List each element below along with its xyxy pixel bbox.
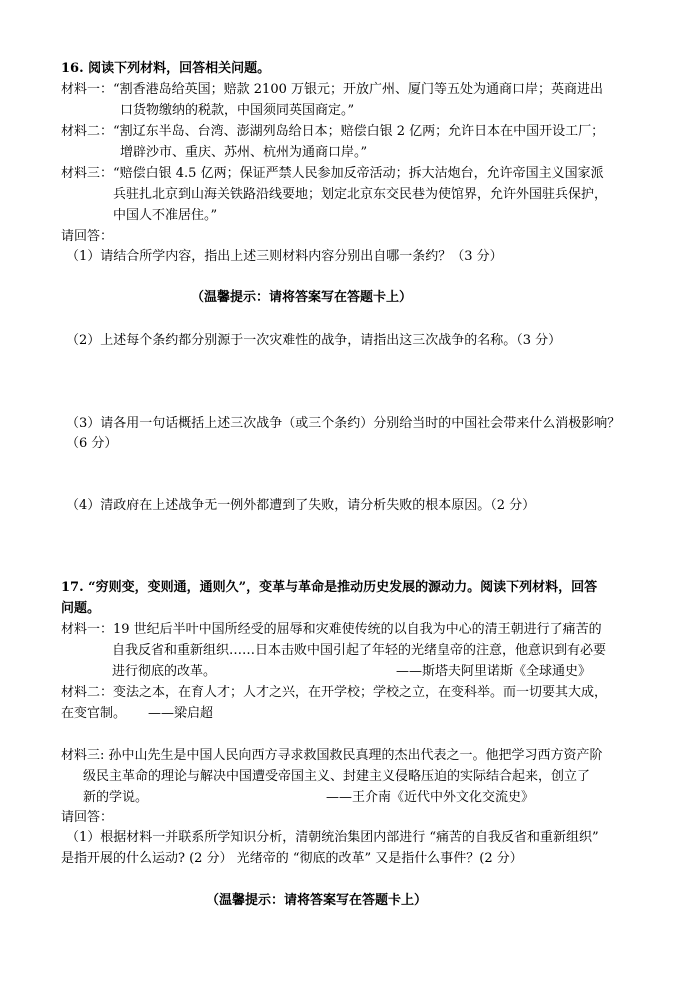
- q17-material-3-source: ——王介南《近代中外文化交流史》: [326, 790, 535, 805]
- q17-material-1-line-1: 材料一：19 世纪后半叶中国所经受的屈辱和灾难使传统的以自我为中心的清王朝进行了痛苦的: [61, 622, 602, 637]
- q16-material-3-line-2: 兵驻扎北京到山海关铁路沿线要地；划定北京东交民巷为使馆界，允许外国驻兵保护，: [113, 187, 608, 202]
- q16-question-4: （4）清政府在上述战争无一例外都遭到了失败，请分析失败的根本原因。（2 分）: [66, 498, 536, 513]
- q16-material-2-line-2: 增辟沙市、重庆、苏州、杭州为通商口岸。”: [120, 145, 368, 160]
- q16-question-1: （1）请结合所学内容，指出上述三则材料内容分别出自哪一条约？（3 分）: [66, 249, 503, 264]
- q17-material-3-line-2: 级民主革命的理论与解决中国遭受帝国主义、封建主义侵略压迫的实际结合起来，创立了: [83, 769, 591, 784]
- q16-heading: 16. 阅读下列材料，回答相关问题。: [61, 61, 271, 76]
- q16-material-3-line-3: 中国人不准居住。”: [113, 208, 218, 223]
- q17-material-3-line-3: 新的学说。: [83, 790, 149, 805]
- q17-answer-tip: （温馨提示：请将答案写在答题卡上）: [206, 893, 428, 908]
- q17-material-1-source: ——斯塔夫阿里诺斯《全球通史》: [396, 664, 592, 679]
- q17-material-3-line-1: 材料三: 孙中山先生是中国人民向西方寻求救国救民真理的杰出代表之一。他把学习西方资产阶: [61, 748, 603, 763]
- q17-heading-line-2: 问题。: [61, 601, 101, 616]
- q16-ask: 请回答：: [61, 229, 114, 244]
- q16-question-3-line-2: （6 分）: [66, 436, 118, 451]
- q16-question-2: （2）上述每个条约都分别源于一次灾难性的战争，请指出这三次战争的名称。（3 分）: [66, 333, 562, 348]
- q17-question-1-line-2: 是指开展的什么运动? (2 分） 光绪帝的 “彻底的改革” 又是指什么事件？(2 分）: [61, 851, 523, 866]
- q17-material-1-line-2: 自我反省和重新组织……日本击败中国引起了年轻的光绪皇帝的注意，他意识到有必要: [112, 643, 607, 658]
- q16-material-1-line-2: 口货物缴纳的税款，中国须同英国商定。”: [120, 103, 355, 118]
- q17-question-1-line-1: （1）根据材料一并联系所学知识分析，清朝统治集团内部进行 “痛苦的自我反省和重新组织”: [66, 830, 599, 845]
- q17-material-1-line-3: 进行彻底的改革。: [112, 664, 217, 679]
- q16-question-3-line-1: （3）请各用一句话概括上述三次战争（或三个条约）分别给当时的中国社会带来什么消极影响？: [66, 416, 621, 431]
- q16-answer-tip: （温馨提示：请将答案写在答题卡上）: [191, 290, 413, 305]
- q16-material-2-line-1: 材料二：“割辽东半岛、台湾、澎湖列岛给日本；赔偿白银 2 亿两；允许日本在中国开设工厂；: [61, 124, 605, 139]
- q17-material-2-line-2: 在变官制。: [61, 706, 127, 721]
- q16-material-1-line-1: 材料一：“割香港岛给英国；赔款 2100 万银元；开放广州、厦门等五处为通商口岸；英商进出: [61, 82, 603, 97]
- q17-material-2-source: ——梁启超: [148, 706, 214, 721]
- q17-ask: 请回答：: [61, 810, 114, 825]
- q17-heading-line-1: 17. “穷则变，变则通，通则久”，变革与革命是推动历史发展的源动力。阅读下列材料，回答: [61, 580, 598, 595]
- q17-material-2-line-1: 材料二：变法之本，在育人才；人才之兴，在开学校；学校之立，在变科举。而一切要其大成，: [61, 685, 608, 700]
- q16-material-3-line-1: 材料三：“赔偿白银 4.5 亿两；保证严禁人民参加反帝活动；拆大沽炮台，允许帝国主义国家派: [61, 166, 604, 181]
